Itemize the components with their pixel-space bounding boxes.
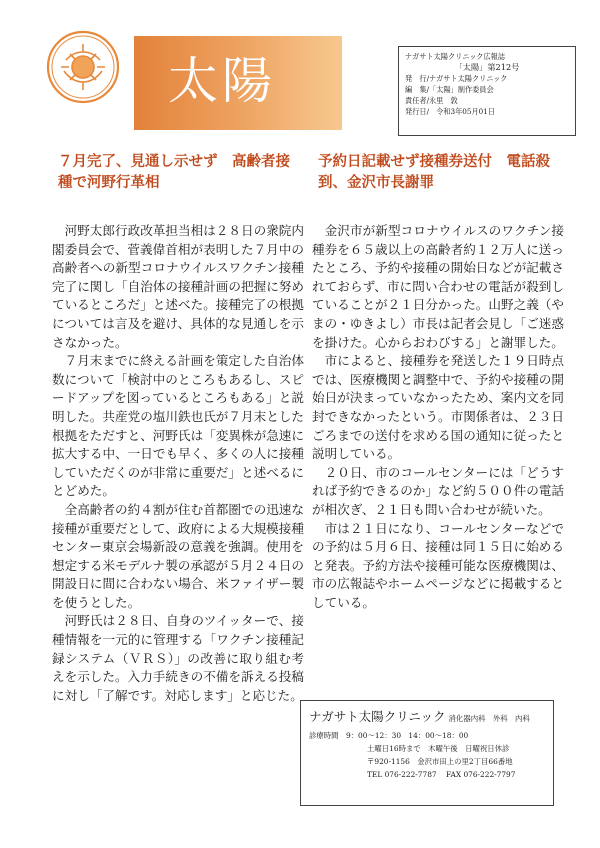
clinic-tel: TEL 076-222-7787 — [367, 770, 437, 779]
article-left — [52, 152, 304, 705]
article-paragraph: 市は２１日になり、コールセンターなどでの予約は５月６日、接種は同１５日に始めると発表。予約方法や接種可能な医療機関は、市の広報誌やホームページなどに掲載するとしている。 — [312, 520, 564, 610]
article-paragraph: ７月末までに終える計画を策定した自治体数について「検討中のところもあるし、スピードアップを図っているところもある」と説明した。共産党の塩川鉄也氏が７月末とした根拠をただすと、河野氏は「変異株が急速に拡大する中、一日でも早く、多くの人に接種していただくのが非常に重要だ」と述べるにとどめた。 — [52, 353, 304, 499]
masthead-title: 太陽 — [168, 52, 276, 110]
publication-info-box — [398, 46, 576, 136]
editor-line: 編 集/「太陽」制作委員会 — [405, 85, 494, 94]
issue-number: 「太陽」第212号 — [454, 62, 520, 72]
article-paragraph: ２０日、市のコールセンターには「どうすれば予約できるのか」など約５００件の電話が相次ぎ、２１日も問い合わせが続いた。 — [312, 464, 564, 517]
issue-date: 発行日/ 令和3年05月01日 — [405, 107, 495, 116]
article-paragraph: 市によると、接種券を発送した１９日時点では、医療機関と調整中で、予約や接種の開始日が決まっていなかったため、案内文を同封できなかったという。市関係者は、２３日ごろまでの送付を求める国の通知に従ったと説明している。 — [312, 353, 564, 462]
issuer-line: 発 行/ナガサト太陽クリニック — [405, 74, 508, 83]
article-paragraph: 金沢市が新型コロナウイルスのワクチン接種券を６５歳以上の高齢者約１２万人に送ったところ、予約や接種の開始日などが記載されておらず、市に問い合わせの電話が殺到していることが２１日分かった。山野之義（やまの・ゆきよし）市長は記者会見し「ご迷惑を掛けた。心からおわびする」と謝罪した。 — [312, 223, 564, 350]
article-paragraph: 全高齢者の約４割が住む首都圏での迅速な接種が重要だとして、政府による大規模接種センター東京会場新設の意義を強調。使用を想定する米モデルナ製の承認が５月２４日の開設日に間に合わない場合、米ファイザー製を使うとした。 — [52, 501, 304, 610]
clinic-address: 〒920-1156 金沢市田上の里2丁目66番地 — [367, 757, 513, 766]
clinic-name: ナガサト太陽クリニック — [309, 709, 446, 724]
clinic-departments: 消化器内科 外科 内科 — [448, 714, 530, 723]
clinic-hours-note: 土曜日16時まで 木曜午後 日曜祝日休診 — [367, 744, 510, 753]
article-headline: ７月完了、見通し示せず 高齢者接種で河野行革相 — [58, 154, 290, 191]
clinic-contact — [309, 768, 545, 781]
responsible-line: 責任者/永里 敦 — [405, 96, 458, 105]
publisher-line: ナガサト太陽クリニック広報誌 — [405, 52, 506, 61]
clinic-info-box — [300, 700, 554, 806]
article-right — [312, 152, 564, 612]
sun-logo-icon — [46, 30, 120, 104]
clinic-fax: FAX 076-222-7797 — [446, 770, 516, 779]
clinic-hours: 診療時間 9：00～12：30 14：00～18：00 — [309, 731, 469, 740]
masthead-banner — [134, 36, 342, 130]
clinic-name-row — [309, 707, 545, 729]
article-paragraph: 河野太郎行政改革担当相は２８日の衆院内閣委員会で、菅義偉首相が表明した７月中の高齢者への新型コロナウイルスワクチン接種完了に関し「自治体の接種計画の把握に努めているところだ」と述べた。接種完了の根拠については言及を避け、具体的な見通しを示さなかった。 — [52, 223, 304, 350]
article-paragraph: 河野氏は２８日、自身のツイッターで、接種情報を一元的に管理する「ワクチン接種記録システム（ＶＲＳ）」の改善に取り組む考えを示した。入力手続きの不備を訴える投稿に対し「了解です。対応します」と応じた。 — [52, 613, 304, 703]
article-body — [312, 222, 564, 612]
article-headline: 予約日記載せず接種券送付 電話殺到、金沢市長謝罪 — [318, 154, 550, 191]
article-body — [52, 222, 304, 705]
